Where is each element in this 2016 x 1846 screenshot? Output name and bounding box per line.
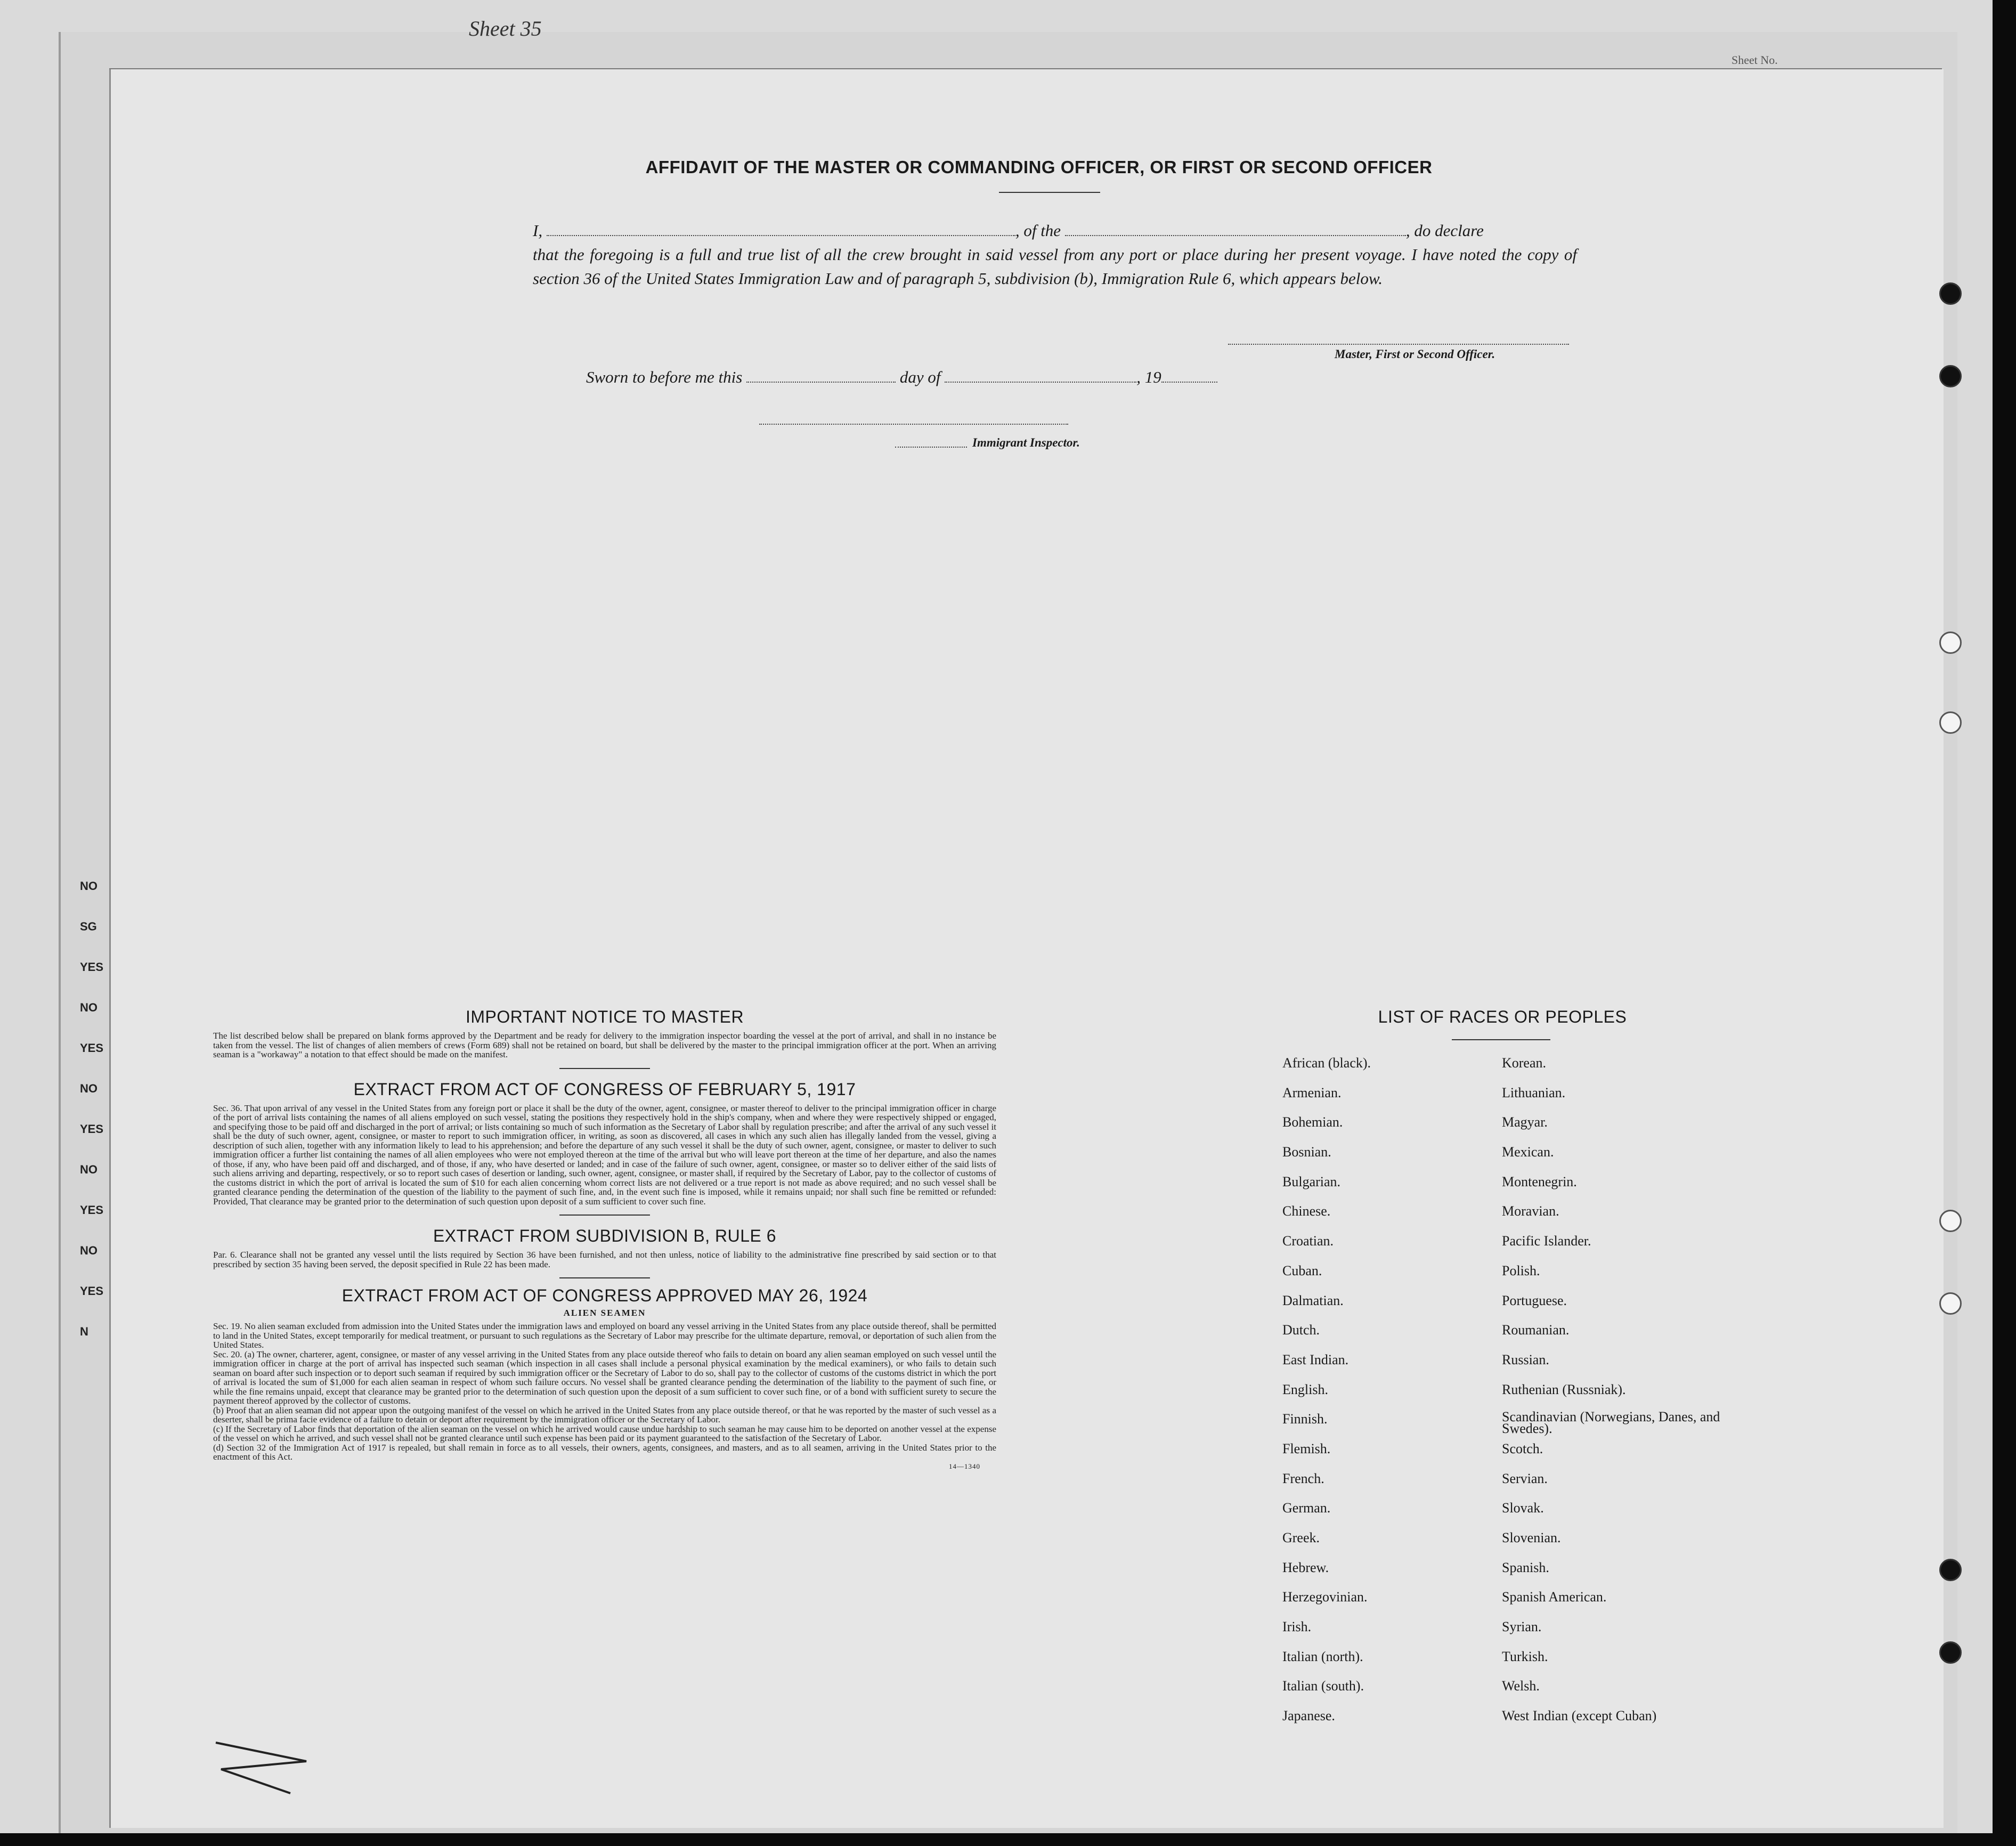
race-item: Servian.: [1502, 1470, 1548, 1486]
race-item: Russian.: [1502, 1351, 1549, 1367]
margin-mark: YES: [80, 1284, 104, 1298]
race-item: Magyar.: [1502, 1114, 1548, 1130]
race-item: Spanish.: [1502, 1559, 1549, 1575]
affidavit-i: I,: [533, 221, 543, 240]
margin-mark: NO: [80, 1244, 97, 1257]
margin-mark: YES: [80, 1041, 104, 1055]
section-rule: [559, 1215, 650, 1216]
margin-mark: YES: [80, 1203, 104, 1217]
punch-hole: [1939, 282, 1962, 305]
sec19-text: Sec. 19. No alien seaman excluded from admission into the United States under the immigration laws and employed on board any vessel arriving in the United States from any place outside thereof, shall be permitted to land in the United States, except temporarily for medical treatment, or pursuant to such regulations as the Secretary of Labor may prescribe for the ultimate departure, removal, or deportation of such alien from the United States.: [213, 1321, 996, 1350]
punch-hole: [1939, 711, 1962, 734]
alien-seamen-subtitle: ALIEN SEAMEN: [563, 1308, 646, 1318]
sworn-day-of: day of: [899, 368, 941, 386]
margin-mark: NO: [80, 879, 97, 893]
race-item: Irish.: [1282, 1619, 1312, 1635]
margin-mark: SG: [80, 920, 97, 933]
sworn-year: , 19: [1136, 368, 1161, 386]
race-item: Herzegovinian.: [1282, 1589, 1368, 1605]
race-item: Pacific Islander.: [1502, 1233, 1591, 1249]
race-item: Scotch.: [1502, 1440, 1543, 1456]
race-item: East Indian.: [1282, 1351, 1349, 1367]
race-item: Syrian.: [1502, 1619, 1542, 1635]
punch-hole: [1939, 1559, 1962, 1581]
title-rule: [999, 192, 1100, 193]
margin-mark: YES: [80, 1122, 104, 1136]
margin-mark: NO: [80, 1163, 97, 1176]
race-item: Scandinavian (Norwegians, Danes, and Swedes).: [1502, 1409, 1720, 1437]
race-item: Polish.: [1502, 1262, 1540, 1278]
section-rule: [559, 1068, 650, 1069]
sworn-year-blank[interactable]: [1161, 371, 1217, 383]
sworn-prefix: Sworn to before me this: [586, 368, 743, 386]
sworn-month-blank[interactable]: [945, 371, 1136, 383]
race-item: Lithuanian.: [1502, 1084, 1566, 1100]
back-scribble: Sheet 35: [469, 17, 542, 41]
race-item: Spanish American.: [1502, 1589, 1607, 1605]
sec20a-text: Sec. 20. (a) The owner, charterer, agent, consignee, or master of any vessel arriving in the United States from any place outside thereof who fails to detain on board any alien seaman employed on such vessel until the immigration officer in charge at the port of arrival has inspected such seaman (which inspection in all cases shall include a personal physical examination by the medical examiners), or who fails to detain such seaman on board after such inspection or to deport such seaman if required by such immigration officer or the Secretary of Labor to do so, shall pay to the collector of customs of the customs district in which the port of arrival is located the sum of $1,000 for each alien seaman in respect of whom such failure occurs. No vessel shall be granted clearance pending the determination of the liability to the payment of such fine, or while the fine remains unpaid, except that clearance may be granted prior to the determination of such question upon the deposit of a sum sufficient to cover such fine, or of a bond with sufficient surety to secure the payment thereof approved by the collector of customs.: [213, 1349, 996, 1406]
pen-mark: [210, 1732, 317, 1796]
race-item: Roumanian.: [1502, 1322, 1570, 1338]
race-item: Bosnian.: [1282, 1144, 1331, 1160]
affidavit-declare: , do declare: [1405, 221, 1484, 240]
punch-hole: [1939, 1641, 1962, 1664]
affidavit-body: [533, 218, 1577, 290]
race-item: Greek.: [1282, 1530, 1320, 1545]
extract-rule6-text: Par. 6. Clearance shall not be granted any vessel until the lists required by Section 36 have been furnished, and not then unless, notice of liability to the administrative fine prescribed by said section or to that prescribed by section 35 having been served, the deposit specified in Rule 22 has been made.: [213, 1250, 996, 1269]
race-item: Turkish.: [1502, 1648, 1548, 1664]
races-list: [1282, 1055, 1751, 1738]
race-item: Armenian.: [1282, 1084, 1342, 1100]
race-item: Japanese.: [1282, 1708, 1335, 1724]
margin-mark: YES: [80, 960, 104, 974]
form-number-row: [213, 1462, 996, 1471]
race-item: Dalmatian.: [1282, 1292, 1344, 1308]
race-item: Croatian.: [1282, 1233, 1334, 1249]
race-item: Finnish.: [1282, 1411, 1328, 1427]
notice-title: IMPORTANT NOTICE TO MASTER: [465, 1007, 744, 1026]
inspector-label: Immigrant Inspector.: [972, 436, 1080, 449]
race-item: Ruthenian (Russniak).: [1502, 1381, 1626, 1397]
race-item: French.: [1282, 1470, 1324, 1486]
sec20d-text: (d) Section 32 of the Immigration Act of 1917 is repealed, but shall remain in force as to all vessels, their owners, agents, consignees, and masters, and as to all seamen, arriving in the United States prior to the enactment of this Act.: [213, 1442, 996, 1462]
race-item: Cuban.: [1282, 1262, 1322, 1278]
sworn-day-blank[interactable]: [746, 371, 896, 383]
margin-marks: [80, 879, 112, 1365]
races-title-rule: [1452, 1039, 1550, 1040]
race-item: German.: [1282, 1500, 1331, 1516]
race-item: Flemish.: [1282, 1440, 1331, 1456]
form-number: 14—1340: [949, 1462, 980, 1470]
races-title: LIST OF RACES OR PEOPLES: [1378, 1007, 1627, 1026]
race-item: English.: [1282, 1381, 1328, 1397]
race-item: Slovenian.: [1502, 1530, 1561, 1545]
extract-1924-title: EXTRACT FROM ACT OF CONGRESS APPROVED MAY 26, 1924: [342, 1286, 868, 1305]
punch-hole: [1939, 1210, 1962, 1232]
extract-1917-title: EXTRACT FROM ACT OF CONGRESS OF FEBRUARY 5, 1917: [353, 1079, 856, 1099]
race-item: Italian (north).: [1282, 1648, 1363, 1664]
notice-text: The list described below shall be prepared on blank forms approved by the Department and be ready for delivery to the immigration inspector boarding the vessel at the port of arrival, and shall in no instance be taken from the vessel. The list of changes of alien members of crews (Form 689) shall not be retained on board, but shall be delivered by the master to the principal immigration officer at the port. When an arriving seaman is a "workaway" a notation to that effect should be made on the manifest.: [213, 1031, 996, 1059]
margin-mark: NO: [80, 1001, 97, 1014]
race-item: West Indian (except Cuban): [1502, 1708, 1657, 1724]
affidavit-statement: that the foregoing is a full and true list of all the crew brought in said vessel from any port or place during her present voyage. I have noted the copy of section 36 of the United States Immigration Law and of paragraph 5, subdivision (b), Immigration Rule 6, which appears below.: [533, 245, 1577, 288]
race-item: Welsh.: [1502, 1678, 1540, 1694]
race-item: Portuguese.: [1502, 1292, 1567, 1308]
race-item: Italian (south).: [1282, 1678, 1364, 1694]
inspector-prefix-line: [895, 447, 967, 448]
race-item: Slovak.: [1502, 1500, 1544, 1516]
punch-hole: [1939, 1292, 1962, 1315]
race-item: Mexican.: [1502, 1144, 1554, 1160]
margin-mark: NO: [80, 1082, 97, 1095]
affidavit-title: AFFIDAVIT OF THE MASTER OR COMMANDING OFFICER, OR FIRST OR SECOND OFFICER: [645, 157, 1433, 177]
extract-1917-text: Sec. 36. That upon arrival of any vessel in the United States from any foreign port or place it shall be the duty of the owner, agent, consignee, or master thereof to deliver to the principal immigration officer in charge of the port of arrival lists containing the names of all aliens employed on such vessel, stating the positions they respectively hold in the ship's company, when and where they were respectively shipped or engaged, and specifying those to be paid off and discharged in the port of arrival; or lists containing so much of such information as the Secretary of Labor shall by regulation prescribe; and after the arrival of any such vessel it shall be the duty of such owner, agent, consignee, or master to report to such immigration officer, in writing, as soon as discovered, all cases in which any such alien has illegally landed from the vessel, giving a description of such alien, together with any information likely to lead to his apprehension; and before the departure of any such vessel it shall be the duty of such owner, agent, consignee, or master to deliver to such immigration officer a further list containing the names of all alien employees who were not employed thereon at the time of the arrival but who will leave port thereon at the time of her departure, and also the names of those, if any, who have been paid off and discharged, and of those, if any, who have deserted or landed; and in case of the failure of such owner, agent, consignee, or master so to deliver either of the said lists of such aliens arriving and departing, respectively, or so to report such cases of desertion or landing, such owner, agent, consignee, or master shall, if required by the Secretary of Labor, pay to the collector of customs of the customs district in which the port of arrival is located the sum of $10 for each alien concerning whom correct lists are not delivered or a true report is not made as above required; and no such vessel shall be granted clearance pending the determination of the question of the liability to the payment of such fine, and, in the event such fine is imposed, while it remains unpaid; nor shall such fine be remitted or refunded: Provided, That clearance may be granted prior to the determination of such question upon deposit of a sum sufficient to cover such fine.: [213, 1103, 996, 1207]
master-label: Master, First or Second Officer.: [1335, 347, 1495, 361]
sheet-number-label: Sheet No.: [1732, 53, 1778, 67]
race-item: Chinese.: [1282, 1203, 1331, 1219]
affidavit-of-the: , of the: [1015, 221, 1061, 240]
inspector-signature-line[interactable]: [759, 424, 1068, 425]
race-item: Moravian.: [1502, 1203, 1559, 1219]
affidavit-declaration-line: [533, 218, 1577, 242]
sworn-line: [586, 368, 1279, 387]
race-item: Korean.: [1502, 1055, 1547, 1071]
extract-rule6-title: EXTRACT FROM SUBDIVISION B, RULE 6: [433, 1226, 777, 1245]
race-item: Bohemian.: [1282, 1114, 1343, 1130]
race-item: Montenegrin.: [1502, 1173, 1577, 1189]
punch-hole: [1939, 631, 1962, 654]
race-item: Dutch.: [1282, 1322, 1320, 1338]
race-item: Hebrew.: [1282, 1559, 1329, 1575]
legal-notice-column: [213, 1007, 996, 1471]
race-item: Bulgarian.: [1282, 1173, 1341, 1189]
race-item: African (black).: [1282, 1055, 1371, 1071]
margin-mark: N: [80, 1325, 88, 1338]
section-rule: [559, 1277, 650, 1278]
punch-hole: [1939, 365, 1962, 387]
master-signature-line[interactable]: [1228, 344, 1569, 345]
sec20c-text: (c) If the Secretary of Labor finds that deportation of the alien seaman on the vessel on which he arrived would cause undue hardship to such seaman he may cause him to be deported on another vessel at the expense of the vessel on which he arrived, and such vessel shall not be granted clearance until such expense has been paid or its payment guaranteed to the satisfaction of the Secretary of Labor.: [213, 1423, 996, 1443]
name-blank[interactable]: [547, 224, 1015, 236]
sec20b-text: (b) Proof that an alien seaman did not appear upon the outgoing manifest of the vessel on which he arrived in the United States from any place outside thereof, or that he was reported by the master of such vessel as a deserter, shall be prima facie evidence of a failure to detain or deport after requirement by the immigration officer or the Secretary of Labor.: [213, 1405, 996, 1424]
vessel-blank[interactable]: [1065, 224, 1406, 236]
